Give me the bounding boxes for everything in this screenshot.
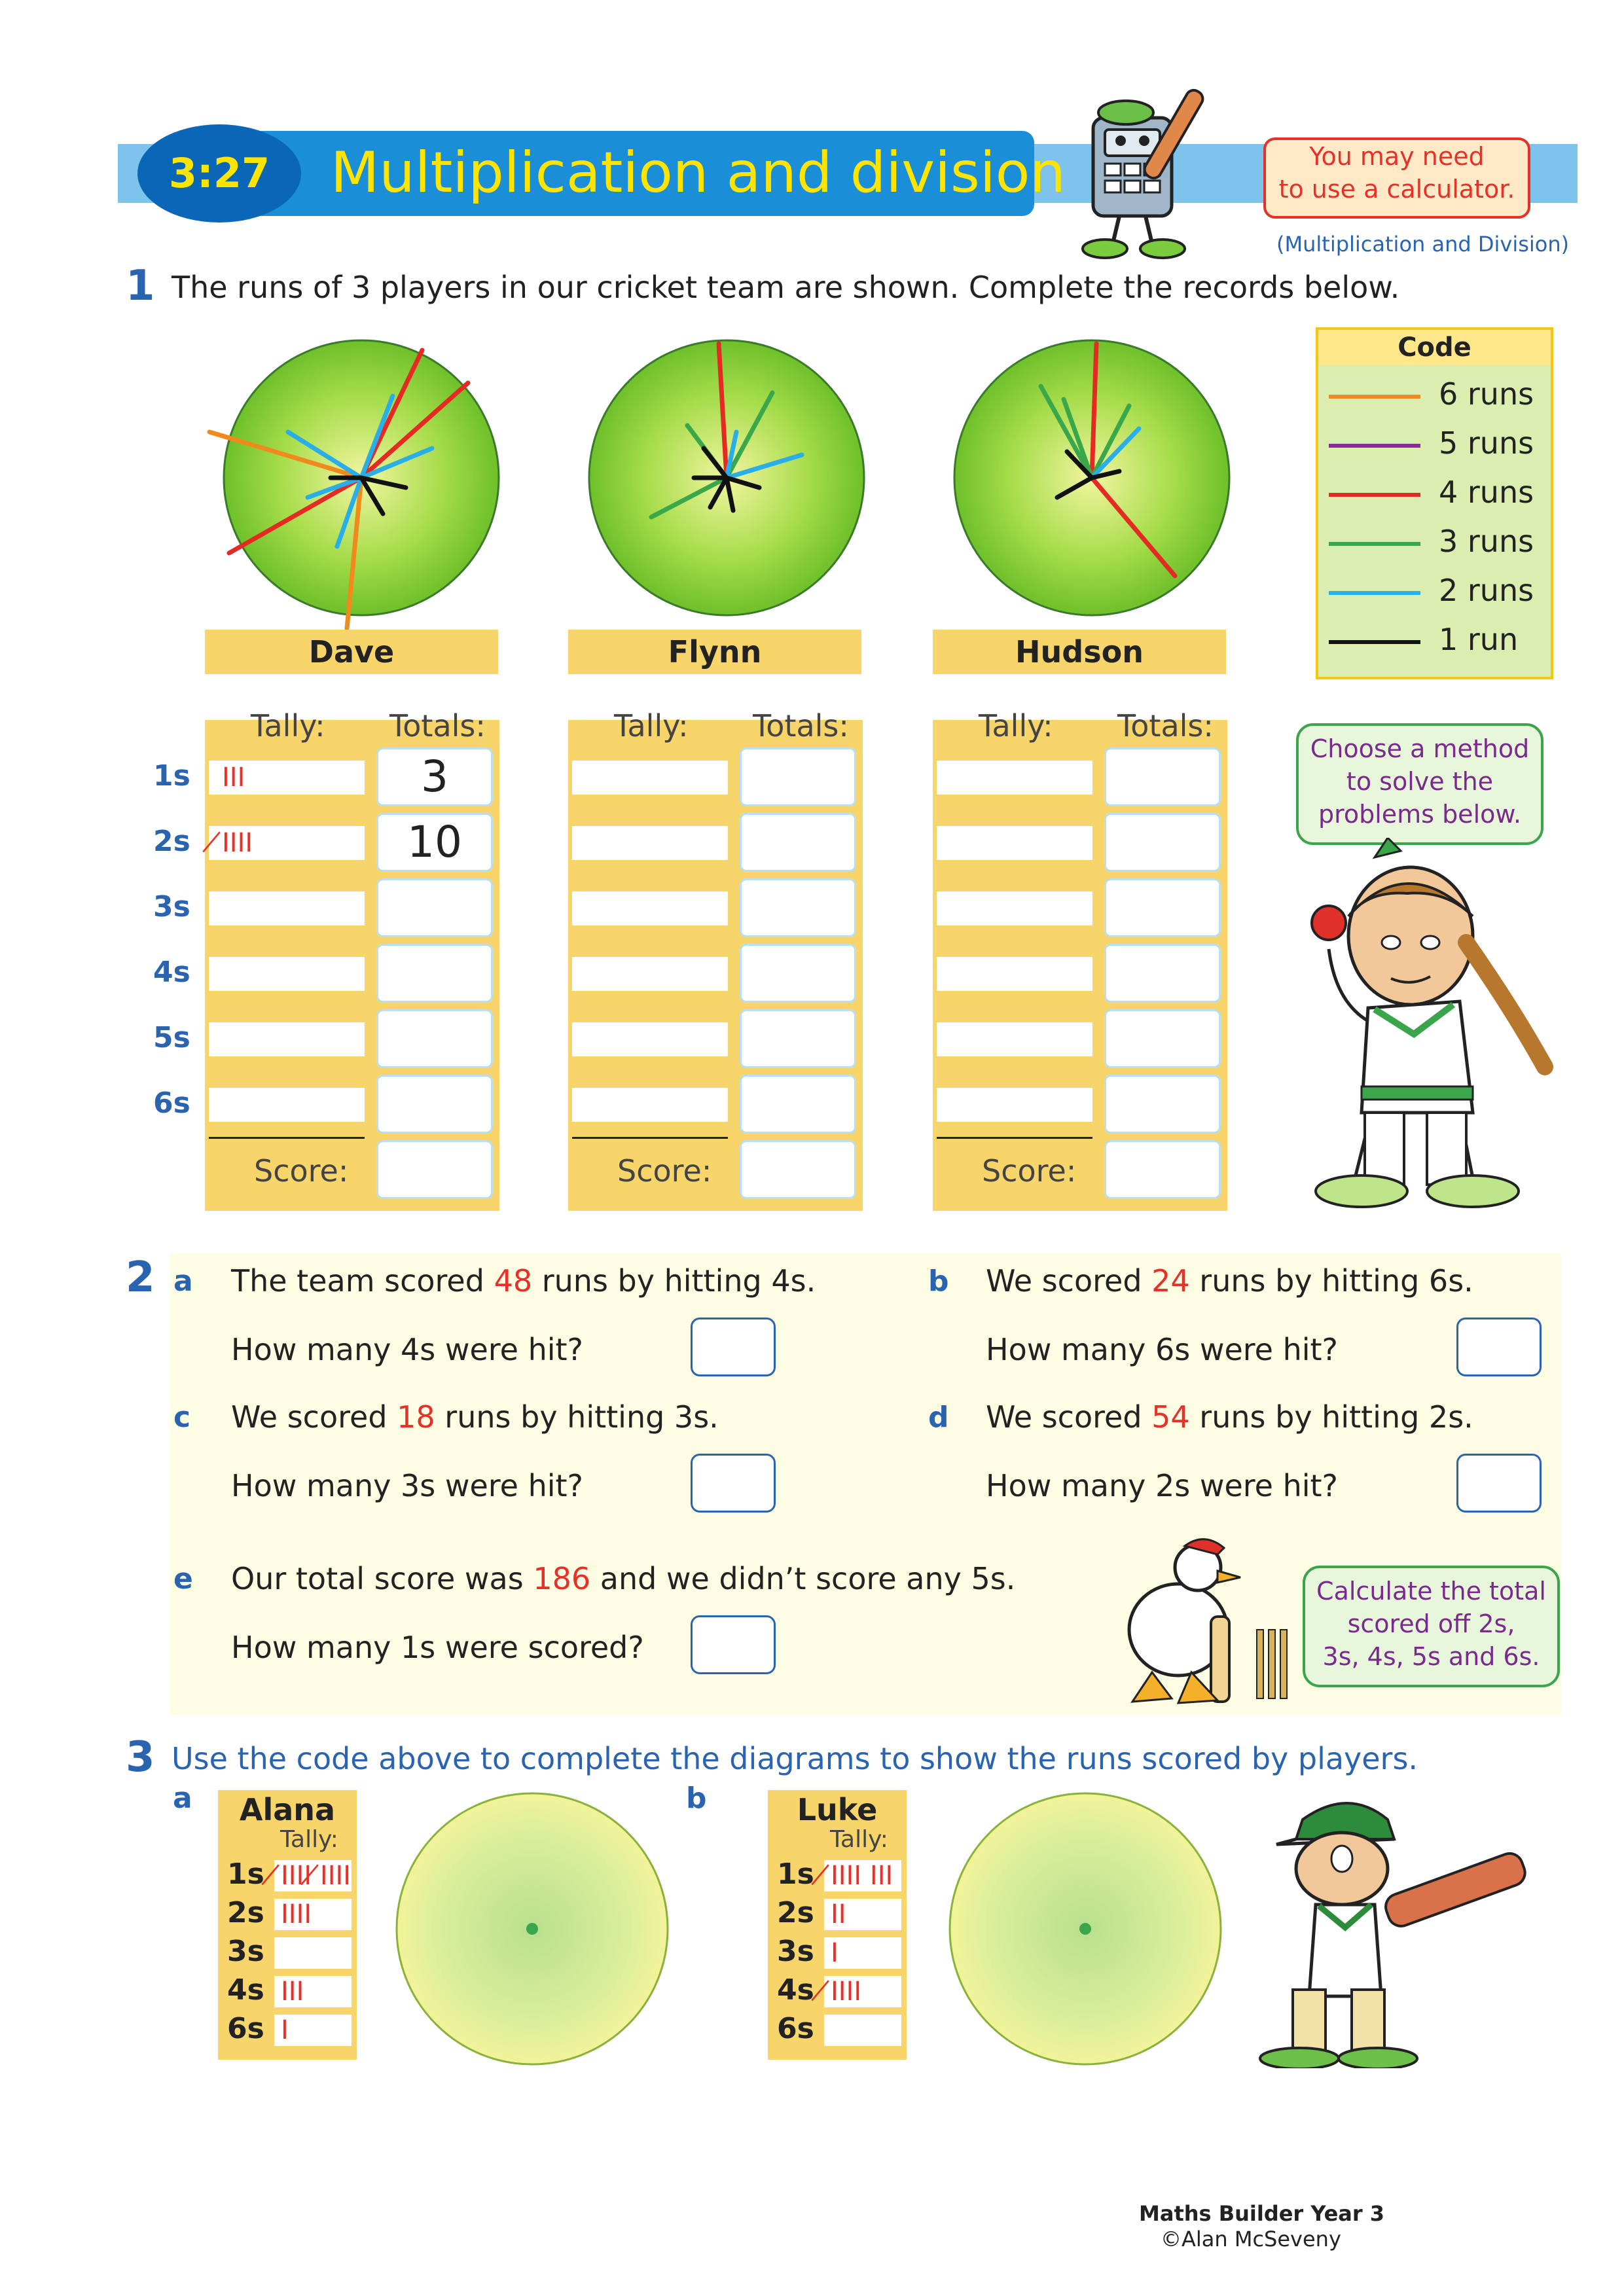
flynn-score-box[interactable] [740,1140,856,1199]
dave-tally-cell-4s[interactable] [209,957,365,991]
flynn-tally-cell-2s[interactable] [572,826,728,860]
code-swatch-2 [1329,591,1420,595]
alana-tally-cell-1s: ̸IIII ̸IIII [274,1860,352,1892]
q2-part-a-text: The team scored [231,1263,494,1299]
flynn-totals-header: Totals: [753,708,849,744]
luke-tally-cell-2s: II [824,1899,901,1930]
q3-part-a-letter: a [173,1782,192,1815]
calculator-mascot-illustration [1067,72,1244,262]
alana-row-label-2s: 2s [227,1896,264,1929]
q2-part-c-question: How many 3s were hit? [231,1468,583,1503]
code-label-6: 6 runs [1439,376,1534,412]
alana-row-label-1s: 1s [227,1857,264,1891]
luke-row-label-4s: 4s [777,1973,814,2007]
hudson-score-rule [937,1137,1092,1139]
dave-tally-cell-2s[interactable]: ̸IIII [209,826,365,860]
method-bubble-line1: Choose a method [1310,734,1530,763]
dave-tally-cell-6s[interactable] [209,1088,365,1122]
alana-tally-cell-2s: IIII [274,1899,352,1930]
q2-part-b-statement [986,1263,1473,1299]
flynn-tally-cell-3s[interactable] [572,891,728,925]
dave-total-cell-5s[interactable] [376,1009,493,1068]
q2-part-d-statement [986,1399,1473,1435]
code-legend-heading: Code [1318,330,1551,365]
q2-part-d-text: We scored [986,1399,1152,1435]
wagon-wheel-diagrams [190,321,1237,635]
hudson-wagon-wheel [954,340,1229,615]
q2-part-b-number: 24 [1151,1263,1190,1299]
flynn-total-cell-6s[interactable] [740,1075,856,1134]
method-speech-bubble [1296,723,1543,845]
q2-part-c-statement [231,1399,719,1435]
hudson-tally-cell-2s[interactable] [937,826,1092,860]
alana-blank-wheel [397,1793,668,2064]
q2-part-c-letter: c [173,1401,191,1434]
alana-tally-header: Tally: [280,1826,338,1853]
footer-copyright: ©Alan McSeveny [1161,2227,1341,2251]
q2-part-d-question: How many 2s were hit? [986,1468,1338,1503]
hudson-total-cell-4s[interactable] [1104,944,1221,1003]
alana-row-label-4s: 4s [227,1973,264,2007]
dave-wagon-wheel [209,340,499,628]
calculator-note-line1: You may need [1309,142,1485,171]
q3-blank-wheels [393,1790,1244,2078]
question-1-number: 1 [126,262,155,310]
flynn-tally-cell-5s[interactable] [572,1022,728,1056]
code-swatch-4 [1329,493,1420,497]
alana-tally-cell-3s [274,1937,352,1969]
code-label-4: 4 runs [1439,475,1534,510]
hudson-total-cell-3s[interactable] [1104,878,1221,937]
q2-part-b-answer-box[interactable] [1456,1318,1542,1376]
flynn-score-label: Score: [617,1153,712,1189]
code-swatch-6 [1329,395,1420,399]
dave-total-cell-3s[interactable] [376,878,493,937]
flynn-total-cell-4s[interactable] [740,944,856,1003]
calculate-speech-bubble [1303,1566,1560,1687]
luke-row-label-2s: 2s [777,1896,814,1929]
row-label-3s: 3s [153,890,190,924]
player-name-dave: Dave [205,630,498,674]
luke-name: Luke [797,1792,878,1827]
method-bubble-line3: problems below. [1318,800,1522,829]
luke-tally-header: Tally: [830,1826,888,1853]
hudson-score-box[interactable] [1104,1140,1221,1199]
code-label-3: 3 runs [1439,524,1534,559]
luke-tally-cell-3s: I [824,1937,901,1969]
hudson-total-cell-2s[interactable] [1104,813,1221,872]
question-3-text: Use the code above to complete the diagrams to show the runs scored by players. [171,1741,1418,1776]
flynn-total-cell-2s[interactable] [740,813,856,872]
question-2-number: 2 [126,1253,155,1302]
dave-total-cell-6s[interactable] [376,1075,493,1134]
code-label-5: 5 runs [1439,425,1534,461]
flynn-tally-cell-1s[interactable] [572,761,728,795]
code-label-1: 1 run [1439,622,1519,657]
row-label-6s: 6s [153,1086,190,1120]
flynn-tally-cell-6s[interactable] [572,1088,728,1122]
q2-part-e-text: Our total score was [231,1561,533,1596]
q2-part-d-letter: d [928,1401,949,1434]
dave-score-rule [209,1137,365,1139]
q2-part-e-text-end: and we didn’t score any 5s. [590,1561,1016,1596]
q2-part-d-text-end: runs by hitting 2s. [1189,1399,1473,1435]
dave-tally-header: Tally: [251,708,325,744]
q3-part-b-letter: b [686,1782,707,1815]
q2-part-a-answer-box[interactable] [691,1318,776,1376]
q2-part-a-text-end: runs by hitting 4s. [532,1263,816,1299]
question-1-text: The runs of 3 players in our cricket team are shown. Complete the records below. [171,270,1400,305]
q2-part-e-question: How many 1s were scored? [231,1630,644,1665]
hudson-tally-cell-4s[interactable] [937,957,1092,991]
row-label-4s: 4s [153,956,190,989]
q2-part-a-statement [231,1263,816,1299]
bowler-girl-illustration [1276,838,1604,1211]
hudson-tally-cell-1s[interactable] [937,761,1092,795]
player-name-hudson: Hudson [933,630,1226,674]
page-title: Multiplication and division [331,140,1066,206]
q2-part-a-letter: a [173,1265,193,1298]
hudson-total-cell-1s[interactable] [1104,747,1221,806]
q2-part-b-text: We scored [986,1263,1152,1299]
calculator-note-line2: to use a calculator. [1278,175,1515,204]
player-name-flynn: Flynn [568,630,861,674]
flynn-tally-header: Tally: [614,708,689,744]
hudson-tally-cell-5s[interactable] [937,1022,1092,1056]
flynn-score-rule [572,1137,728,1139]
hudson-tally-cell-6s[interactable] [937,1088,1092,1122]
alana-row-label-6s: 6s [227,2012,264,2045]
flynn-total-cell-1s[interactable] [740,747,856,806]
dave-tally-cell-1s[interactable]: III [209,761,365,795]
q2-part-a-number: 48 [494,1263,533,1299]
q2-part-d-answer-box[interactable] [1456,1454,1542,1513]
q2-part-e-number: 186 [533,1561,591,1596]
q2-part-c-answer-box[interactable] [691,1454,776,1513]
code-label-2: 2 runs [1439,573,1534,608]
hudson-score-label: Score: [982,1153,1077,1189]
alana-tally-cell-6s: I [274,2015,352,2046]
q2-part-b-letter: b [928,1265,949,1298]
hudson-tally-cell-3s[interactable] [937,891,1092,925]
code-swatch-1 [1329,640,1420,644]
method-bubble-line2: to solve the [1346,767,1494,796]
flynn-total-cell-5s[interactable] [740,1009,856,1068]
hudson-total-cell-5s[interactable] [1104,1009,1221,1068]
dave-totals-header: Totals: [389,708,486,744]
dave-total-cell-4s[interactable] [376,944,493,1003]
luke-tally-cell-4s: ̸IIII [824,1976,901,2007]
dave-score-label: Score: [254,1153,349,1189]
q2-part-a-question: How many 4s were hit? [231,1332,583,1367]
hudson-total-cell-6s[interactable] [1104,1075,1221,1134]
dave-tally-cell-5s[interactable] [209,1022,365,1056]
topic-link[interactable]: (Multiplication and Division) [1276,232,1570,257]
row-label-5s: 5s [153,1021,190,1054]
alana-name: Alana [239,1792,336,1827]
q2-part-e-statement [231,1561,1015,1596]
row-label-2s: 2s [153,825,190,858]
batsman-illustration [1237,1793,1564,2068]
footer-book-title: Maths Builder Year 3 [1139,2201,1385,2226]
q2-part-c-text-end: runs by hitting 3s. [435,1399,719,1435]
alana-tally-cell-4s: III [274,1976,352,2007]
q2-part-c-number: 18 [397,1399,435,1435]
flynn-total-cell-3s[interactable] [740,878,856,937]
q2-part-b-text-end: runs by hitting 6s. [1189,1263,1473,1299]
code-swatch-5 [1329,444,1420,448]
calculate-bubble-line1: Calculate the total [1316,1577,1546,1605]
duck-cricketer-illustration [1100,1532,1296,1715]
calculate-bubble-line2: scored off 2s, [1347,1609,1515,1638]
hudson-tally-header: Tally: [979,708,1053,744]
dave-total-cell-2s[interactable]: 10 [376,813,493,872]
q2-part-e-letter: e [173,1562,193,1596]
dave-score-box[interactable] [376,1140,493,1199]
lesson-number: 3:27 [168,149,270,197]
flynn-tally-cell-4s[interactable] [572,957,728,991]
luke-row-label-1s: 1s [777,1857,814,1891]
calculate-bubble-line3: 3s, 4s, 5s and 6s. [1322,1642,1540,1671]
luke-row-label-3s: 3s [777,1935,814,1968]
alana-row-label-3s: 3s [227,1935,264,1968]
q2-part-c-text: We scored [231,1399,397,1435]
luke-tally-cell-1s: ̸IIII III [824,1860,901,1892]
row-label-1s: 1s [153,759,190,793]
q2-part-d-number: 54 [1151,1399,1190,1435]
luke-row-label-6s: 6s [777,2012,814,2045]
hudson-totals-header: Totals: [1117,708,1214,744]
flynn-wagon-wheel [589,340,864,615]
q2-part-e-answer-box[interactable] [691,1615,776,1674]
question-3-number: 3 [126,1733,155,1782]
calculator-note [1263,137,1530,219]
dave-total-cell-1s[interactable]: 3 [376,747,493,806]
q2-part-b-question: How many 6s were hit? [986,1332,1338,1367]
dave-tally-cell-3s[interactable] [209,891,365,925]
luke-blank-wheel [950,1793,1221,2064]
code-swatch-3 [1329,542,1420,546]
